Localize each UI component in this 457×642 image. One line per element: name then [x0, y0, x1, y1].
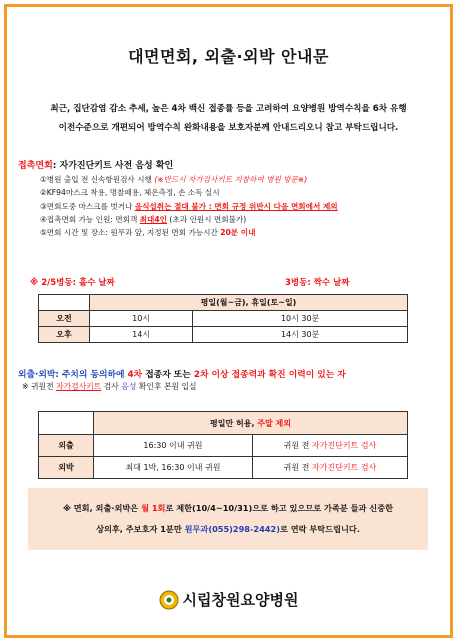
contact-visit-rules: [40, 173, 338, 239]
table-corner-cell: [39, 412, 94, 435]
section-contact-visit-heading: [18, 158, 173, 171]
table-cell: 16:30 이내 귀원: [94, 435, 253, 457]
hospital-name: 시립창원요양병원: [182, 591, 299, 609]
row-label: 외출: [39, 435, 94, 457]
ward-even-dates: 3병동: 짝수 날짜: [285, 278, 350, 288]
visit-time-table: [38, 294, 408, 343]
rule-item: ②KF94마스크 착용, 명찰패용, 체온측정, 손 소독 실시: [40, 188, 220, 198]
page-title: 대면면회, 외출·외박 안내문: [128, 47, 329, 66]
table-row: [39, 457, 408, 479]
intro-line-2: 이전수준으로 개편되어 방역수칙 완화내용을 보호자분께 안내드리오니 참고 부탁드립니다.: [58, 123, 399, 133]
intro-line-1: 최근, 집단감염 감소 추세, 높은 4차 백신 접종률 등을 고려하여 요양병원 방역수칙을 6차 유행: [50, 104, 407, 114]
table-cell: 14시: [90, 327, 193, 343]
table-cell: 귀원 전 자가진단키트 검사: [252, 435, 407, 457]
table-cell: 10시: [90, 311, 193, 327]
ward-odd-dates: ※ 2/5병동: 홀수 날짜: [30, 278, 115, 288]
rule-item: ④접촉면회 가능 인원: 면회객 최대4인 (초과 인원시 면회불가): [40, 214, 247, 224]
hospital-logo: [0, 589, 457, 610]
table-cell: 귀원 전 자가진단키트 검사: [252, 457, 407, 479]
contact-visit-label: 접촉면회: [18, 161, 53, 171]
table-cell: 최대 1박, 16:30 이내 귀원: [94, 457, 253, 479]
table-row: [39, 327, 408, 343]
visit-table-header: 평일(월~금), 휴일(토~일): [90, 295, 408, 311]
row-label: 외박: [39, 457, 94, 479]
visit-limit-notice: ※ 면회, 외출·외박은 월 1회로 제한(10/4~10/31)으로 하고 있으므로 가족분 들과 신중한 상의후, 주보호자 1분만 원무과(055)298-2442)로 연락 부탁드립니다.: [28, 488, 428, 550]
outing-table-header: 평일만 허용, 주말 제외: [94, 412, 408, 435]
table-row: [39, 435, 408, 457]
section-outing-note: ※ 귀원전 자가검사키트 검사 음성 확인후 본원 입실: [22, 382, 197, 391]
row-label: 오후: [39, 327, 90, 343]
table-corner-cell: [39, 295, 90, 311]
rule-item: ③면회도중 마스크를 벗거나 음식섭취는 절대 불가 : 면회 규정 위반시 다음 면회에서 제외: [40, 201, 338, 211]
table-cell: 10시 30분: [193, 311, 408, 327]
row-label: 오전: [39, 311, 90, 327]
table-row: [39, 311, 408, 327]
rule-item: ①병원 출입 전 신속항원검사 시행 (※반드시 자가검사키트 지참하여 병원 방문※): [40, 175, 308, 184]
contact-visit-rest: : 자가진단키트 사전 음성 확인: [52, 161, 174, 171]
hospital-emblem-icon: [159, 590, 179, 610]
intro-paragraph: [14, 100, 443, 138]
outing-table: [38, 411, 408, 479]
section-outing-heading: 외출·외박: 주치의 동의하에 4차 접종자 또는 2차 이상 접종력과 확진 이력이 있는 자: [18, 370, 346, 380]
table-cell: 14시 30분: [193, 327, 408, 343]
rule-item: ⑤면회 시간 및 장소: 원무과 앞, 지정된 면회 가능시간 20분 이내: [40, 228, 256, 238]
